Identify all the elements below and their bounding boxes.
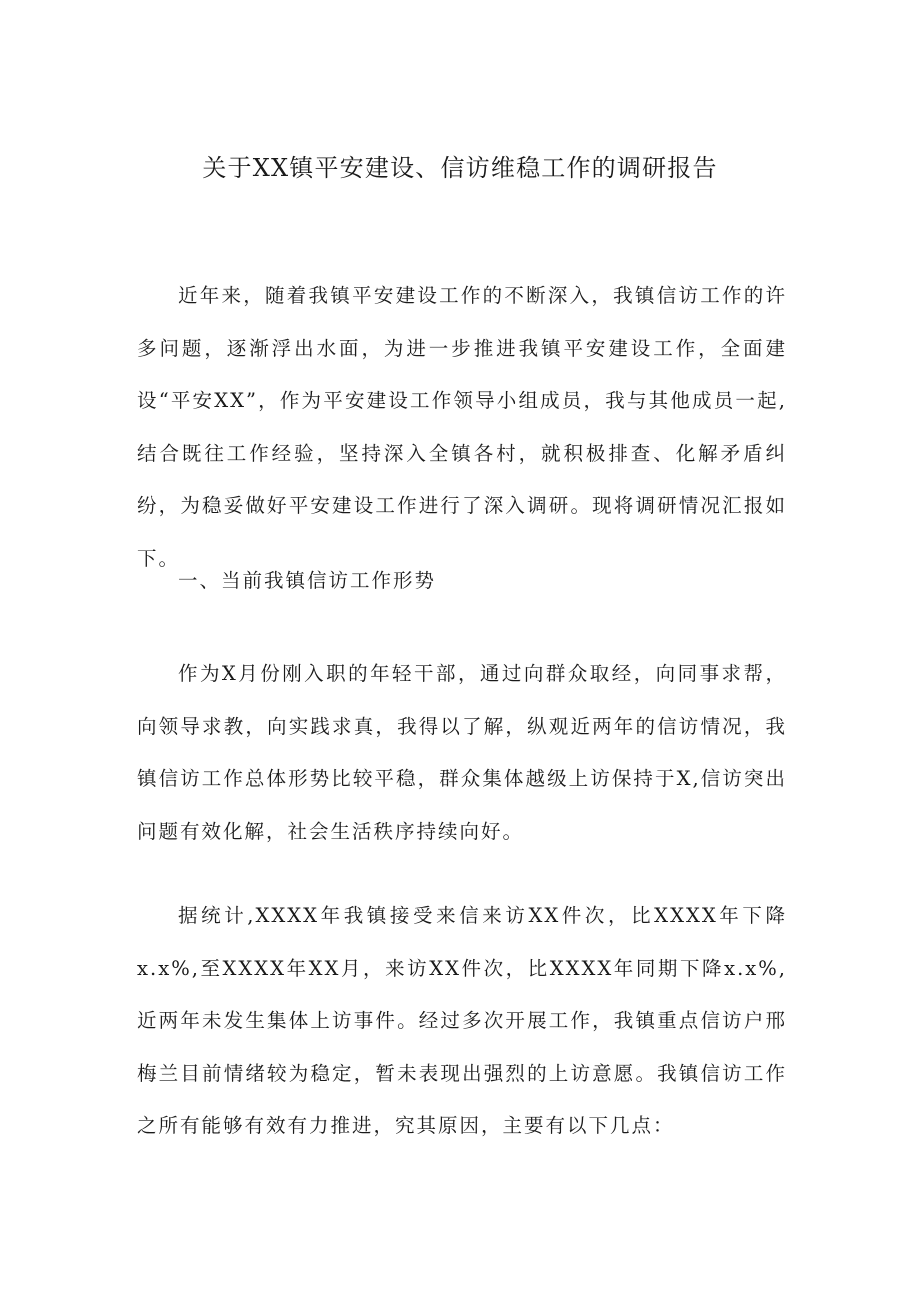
situation-paragraph: 作为X月份刚入职的年轻干部，通过向群众取经，向同事求帮，向领导求教，向实践求真，我得以了解，纵观近两年的信访情况，我镇信访工作总体形势比较平稳，群众集体越级上访保持于X,信访突出问题有效化解，社会生活秩序持续向好。 xyxy=(137,662,787,843)
intro-paragraph: 近年来，随着我镇平安建设工作的不断深入，我镇信访工作的许多问题，逐渐浮出水面，为进一步推进我镇平安建设工作，全面建设“平安XX”，作为平安建设工作领导小组成员，我与其他成员一起,结合既往工作经验，坚持深入全镇各村，就积极排查、化解矛盾纠纷，为稳妥做好平安建设工作进行了深入调研。现将调研情况汇报如下。 xyxy=(137,284,787,570)
statistics-paragraph: 据统计,XXXX年我镇接受来信来访XX件次，比XXXX年下降x.x%,至XXXX年XX月，来访XX件次，比XXXX年同期下降x.x%,近两年未发生集体上访事件。经过多次开展工作，我镇重点信访户邢梅兰目前情绪较为稳定，暂未表现出强烈的上访意愿。我镇信访工作之所有能够有效有力推进，究其原因，主要有以下几点： xyxy=(137,904,787,1137)
section-heading: 一、当前我镇信访工作形势 xyxy=(178,569,437,592)
document-title: 关于XX镇平安建设、信访维稳工作的调研报告 xyxy=(202,154,718,182)
